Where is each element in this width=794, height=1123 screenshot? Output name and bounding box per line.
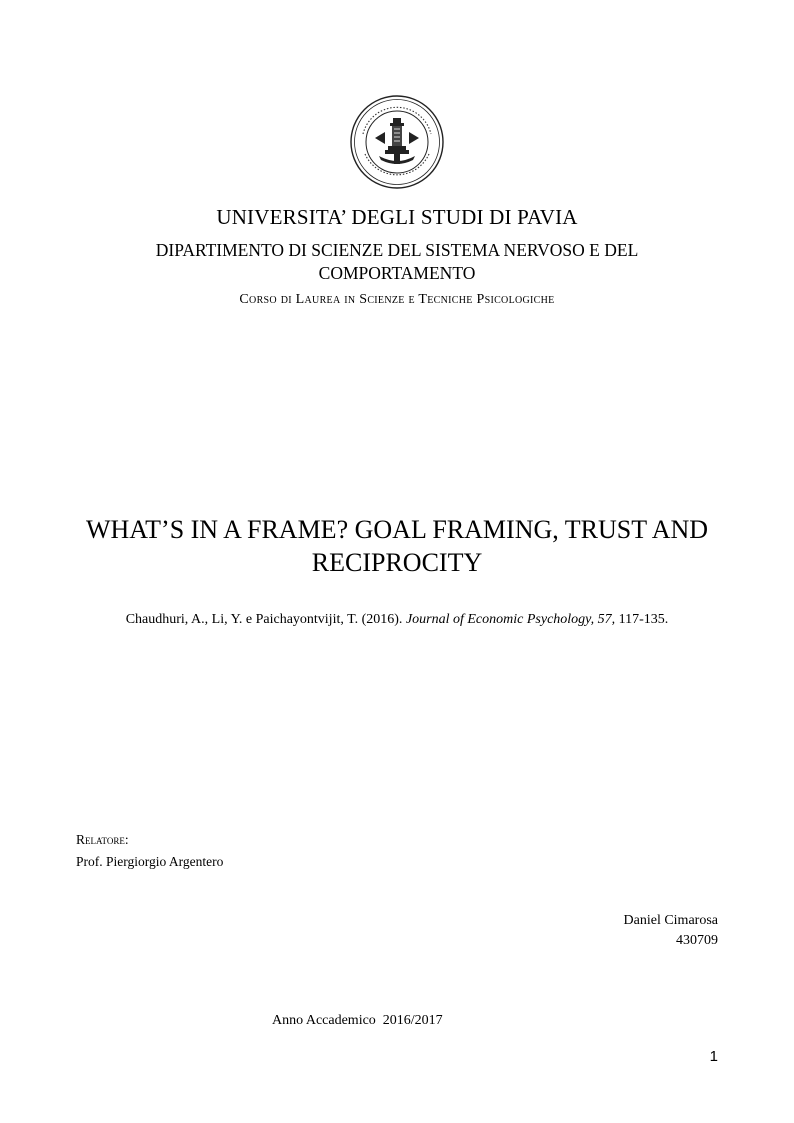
student-name: Daniel Cimarosa xyxy=(623,913,718,928)
university-name: UNIVERSITA’ DEGLI STUDI DI PAVIA xyxy=(216,205,578,229)
supervisor-label: Relatore: xyxy=(76,832,129,847)
department-name: DIPARTIMENTO DI SCIENZE DEL SISTEMA NERVOSO E DEL COMPORTAMENTO xyxy=(155,240,639,283)
citation-authors: Chaudhuri, A., Li, Y. e Paichayontvijit, T. (2016). xyxy=(125,612,406,627)
citation-pages: 117-135. xyxy=(615,612,669,627)
page-number: 1 xyxy=(709,1048,718,1065)
citation xyxy=(0,612,794,628)
thesis-title: WHAT’S IN A FRAME? GOAL FRAMING, TRUST AND RECIPROCITY xyxy=(85,515,709,577)
university-seal-logo xyxy=(349,94,445,190)
citation-journal: Journal of Economic Psychology, 57, xyxy=(405,612,616,627)
academic-year: Anno Accademico 2016/2017 xyxy=(272,1013,443,1028)
student-id: 430709 xyxy=(676,933,718,948)
course-name: Corso di Laurea in Scienze e Tecniche Psicologiche xyxy=(239,292,555,307)
supervisor-name: Prof. Piergiorgio Argentero xyxy=(76,854,224,869)
seal-emblem-icon xyxy=(349,94,445,190)
